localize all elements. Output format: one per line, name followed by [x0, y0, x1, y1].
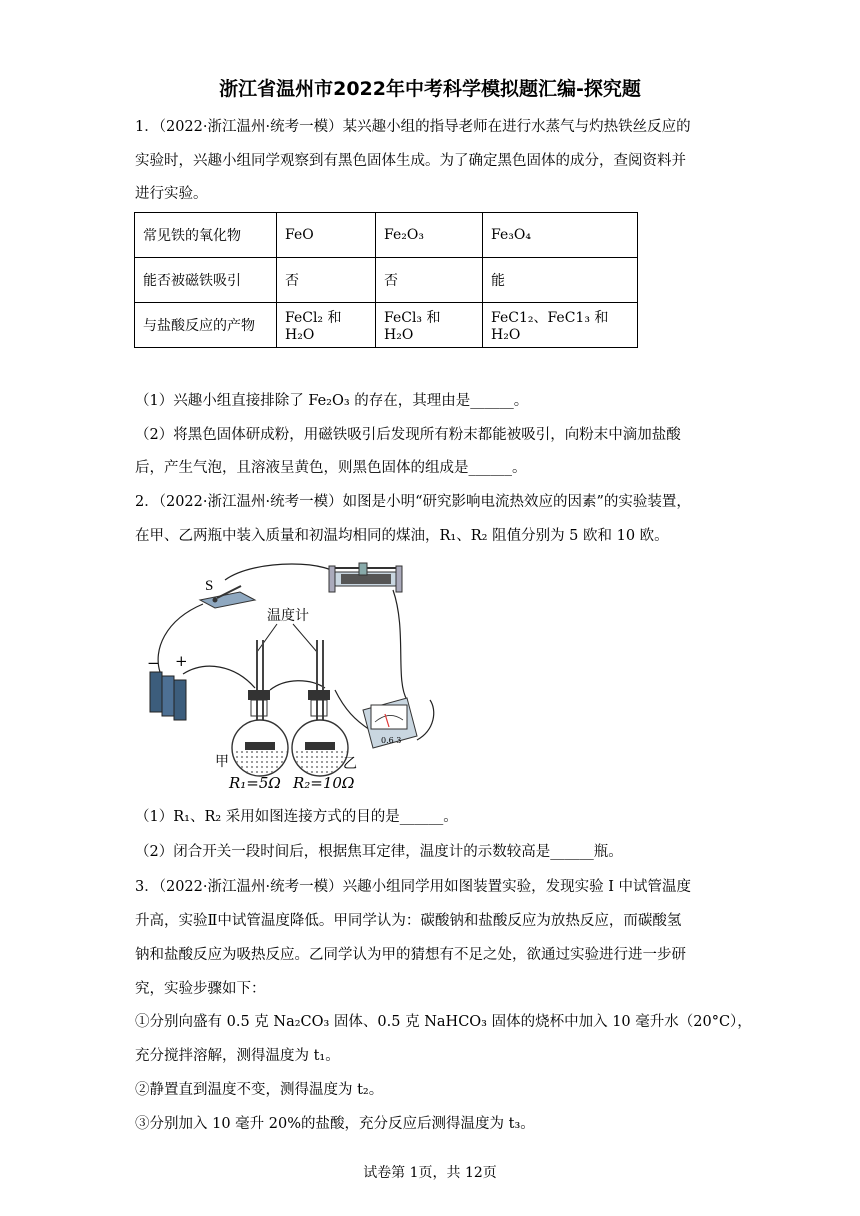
rheostat-icon: [329, 563, 402, 592]
battery-plus-label: +: [175, 652, 188, 670]
flask-jia-icon: [232, 640, 288, 776]
q3-step-1a: ①分别向盛有 0.5 克 Na₂CO₃ 固体、0.5 克 NaHCO₃ 固体的烧杯中加入 10 毫升水（20°C），: [135, 1014, 752, 1030]
table-cell: 常见铁的氧化物: [135, 213, 277, 258]
q1-sub-2a: （2）将黑色固体研成粉，用磁铁吸引后发现所有粉末都能被吸引，向粉末中滴加盐酸: [135, 427, 681, 443]
table-cell: Fe₃O₄: [483, 213, 638, 258]
page-footer: 试卷第 1页，共 12页: [363, 1165, 497, 1181]
q1-line-2: 实验时，兴趣小组同学观察到有黑色固体生成。为了确定黑色固体的成分，查阅资料并: [135, 153, 686, 169]
q2-line-2: 在甲、乙两瓶中装入质量和初温均相同的煤油，R₁、R₂ 阻值分别为 5 欧和 10 欧。: [135, 528, 669, 544]
q2-sub-2: （2）闭合开关一段时间后，根据焦耳定律，温度计的示数较高是______瓶。: [135, 844, 623, 860]
battery-icon: [150, 672, 186, 720]
flask-jia-label: 甲: [215, 754, 229, 770]
switch-label: S: [205, 578, 214, 594]
q3-step-2: ②静置直到温度不变，测得温度为 t₂。: [135, 1082, 384, 1098]
table-row: [135, 213, 638, 258]
wire: [225, 564, 340, 580]
table-cell: FeCl₂ 和 H₂O: [277, 303, 376, 348]
q3-line-2: 升高，实验Ⅱ中试管温度降低。甲同学认为：碳酸钠和盐酸反应为放热反应，而碳酸氢: [135, 913, 682, 929]
q3-line-1: 3．（2022·浙江温州·统考一模）兴趣小组同学用如图装置实验，发现实验 I 中试管温度: [135, 879, 692, 895]
battery-minus-label: −: [147, 654, 160, 672]
flask-yi-icon: [292, 640, 348, 776]
q2-sub-1: （1）R₁、R₂ 采用如图连接方式的目的是______。: [135, 809, 458, 825]
table-cell: 能否被磁铁吸引: [135, 258, 277, 303]
table-cell: Fe₂O₃: [376, 213, 483, 258]
table-row: [135, 258, 638, 303]
ammeter-scale-label: 0.6 3: [381, 736, 402, 745]
q3-line-4: 究，实验步骤如下：: [135, 981, 266, 997]
table-cell: FeO: [277, 213, 376, 258]
iron-oxide-table: [134, 212, 638, 348]
page-title: 浙江省温州市2022年中考科学模拟题汇编-探究题: [219, 78, 641, 100]
table-cell: 能: [483, 258, 638, 303]
q1-sub-2b: 后，产生气泡，且溶液呈黄色，则黑色固体的组成是______。: [135, 460, 527, 476]
circuit-apparatus-figure: [145, 560, 445, 800]
table-cell: 否: [277, 258, 376, 303]
q3-line-3: 钠和盐酸反应为吸热反应。乙同学认为甲的猜想有不足之处，欲通过实验进行进一步研: [135, 947, 686, 963]
wire: [183, 666, 255, 688]
wire: [393, 590, 407, 700]
thermometer-label: 温度计: [267, 608, 309, 624]
q1-line-1: 1．（2022·浙江温州·统考一模）某兴趣小组的指导老师在进行水蒸气与灼热铁丝反应的: [135, 119, 691, 135]
q3-step-3: ③分别加入 10 毫升 20%的盐酸，充分反应后测得温度为 t₃。: [135, 1116, 535, 1132]
q2-line-1: 2．（2022·浙江温州·统考一模）如图是小明“研究影响电流热效应的因素”的实验装置，: [135, 494, 691, 510]
table-cell: FeCl₃ 和 H₂O: [376, 303, 483, 348]
q1-line-3: 进行实验。: [135, 186, 208, 202]
table-cell: 否: [376, 258, 483, 303]
table-row: [135, 303, 638, 348]
wire: [417, 700, 434, 740]
q1-sub-1: （1）兴趣小组直接排除了 Fe₂O₃ 的存在，其理由是______。: [135, 393, 529, 409]
flask-yi-label: 乙: [343, 756, 357, 772]
table-cell: FeC1₂、FeC1₃ 和 H₂O: [483, 303, 638, 348]
q3-step-1b: 充分搅拌溶解，测得温度为 t₁。: [135, 1048, 340, 1064]
table-cell: 与盐酸反应的产物: [135, 303, 277, 348]
r1-label: R₁=5Ω: [229, 774, 281, 792]
r2-label: R₂=10Ω: [293, 774, 355, 792]
